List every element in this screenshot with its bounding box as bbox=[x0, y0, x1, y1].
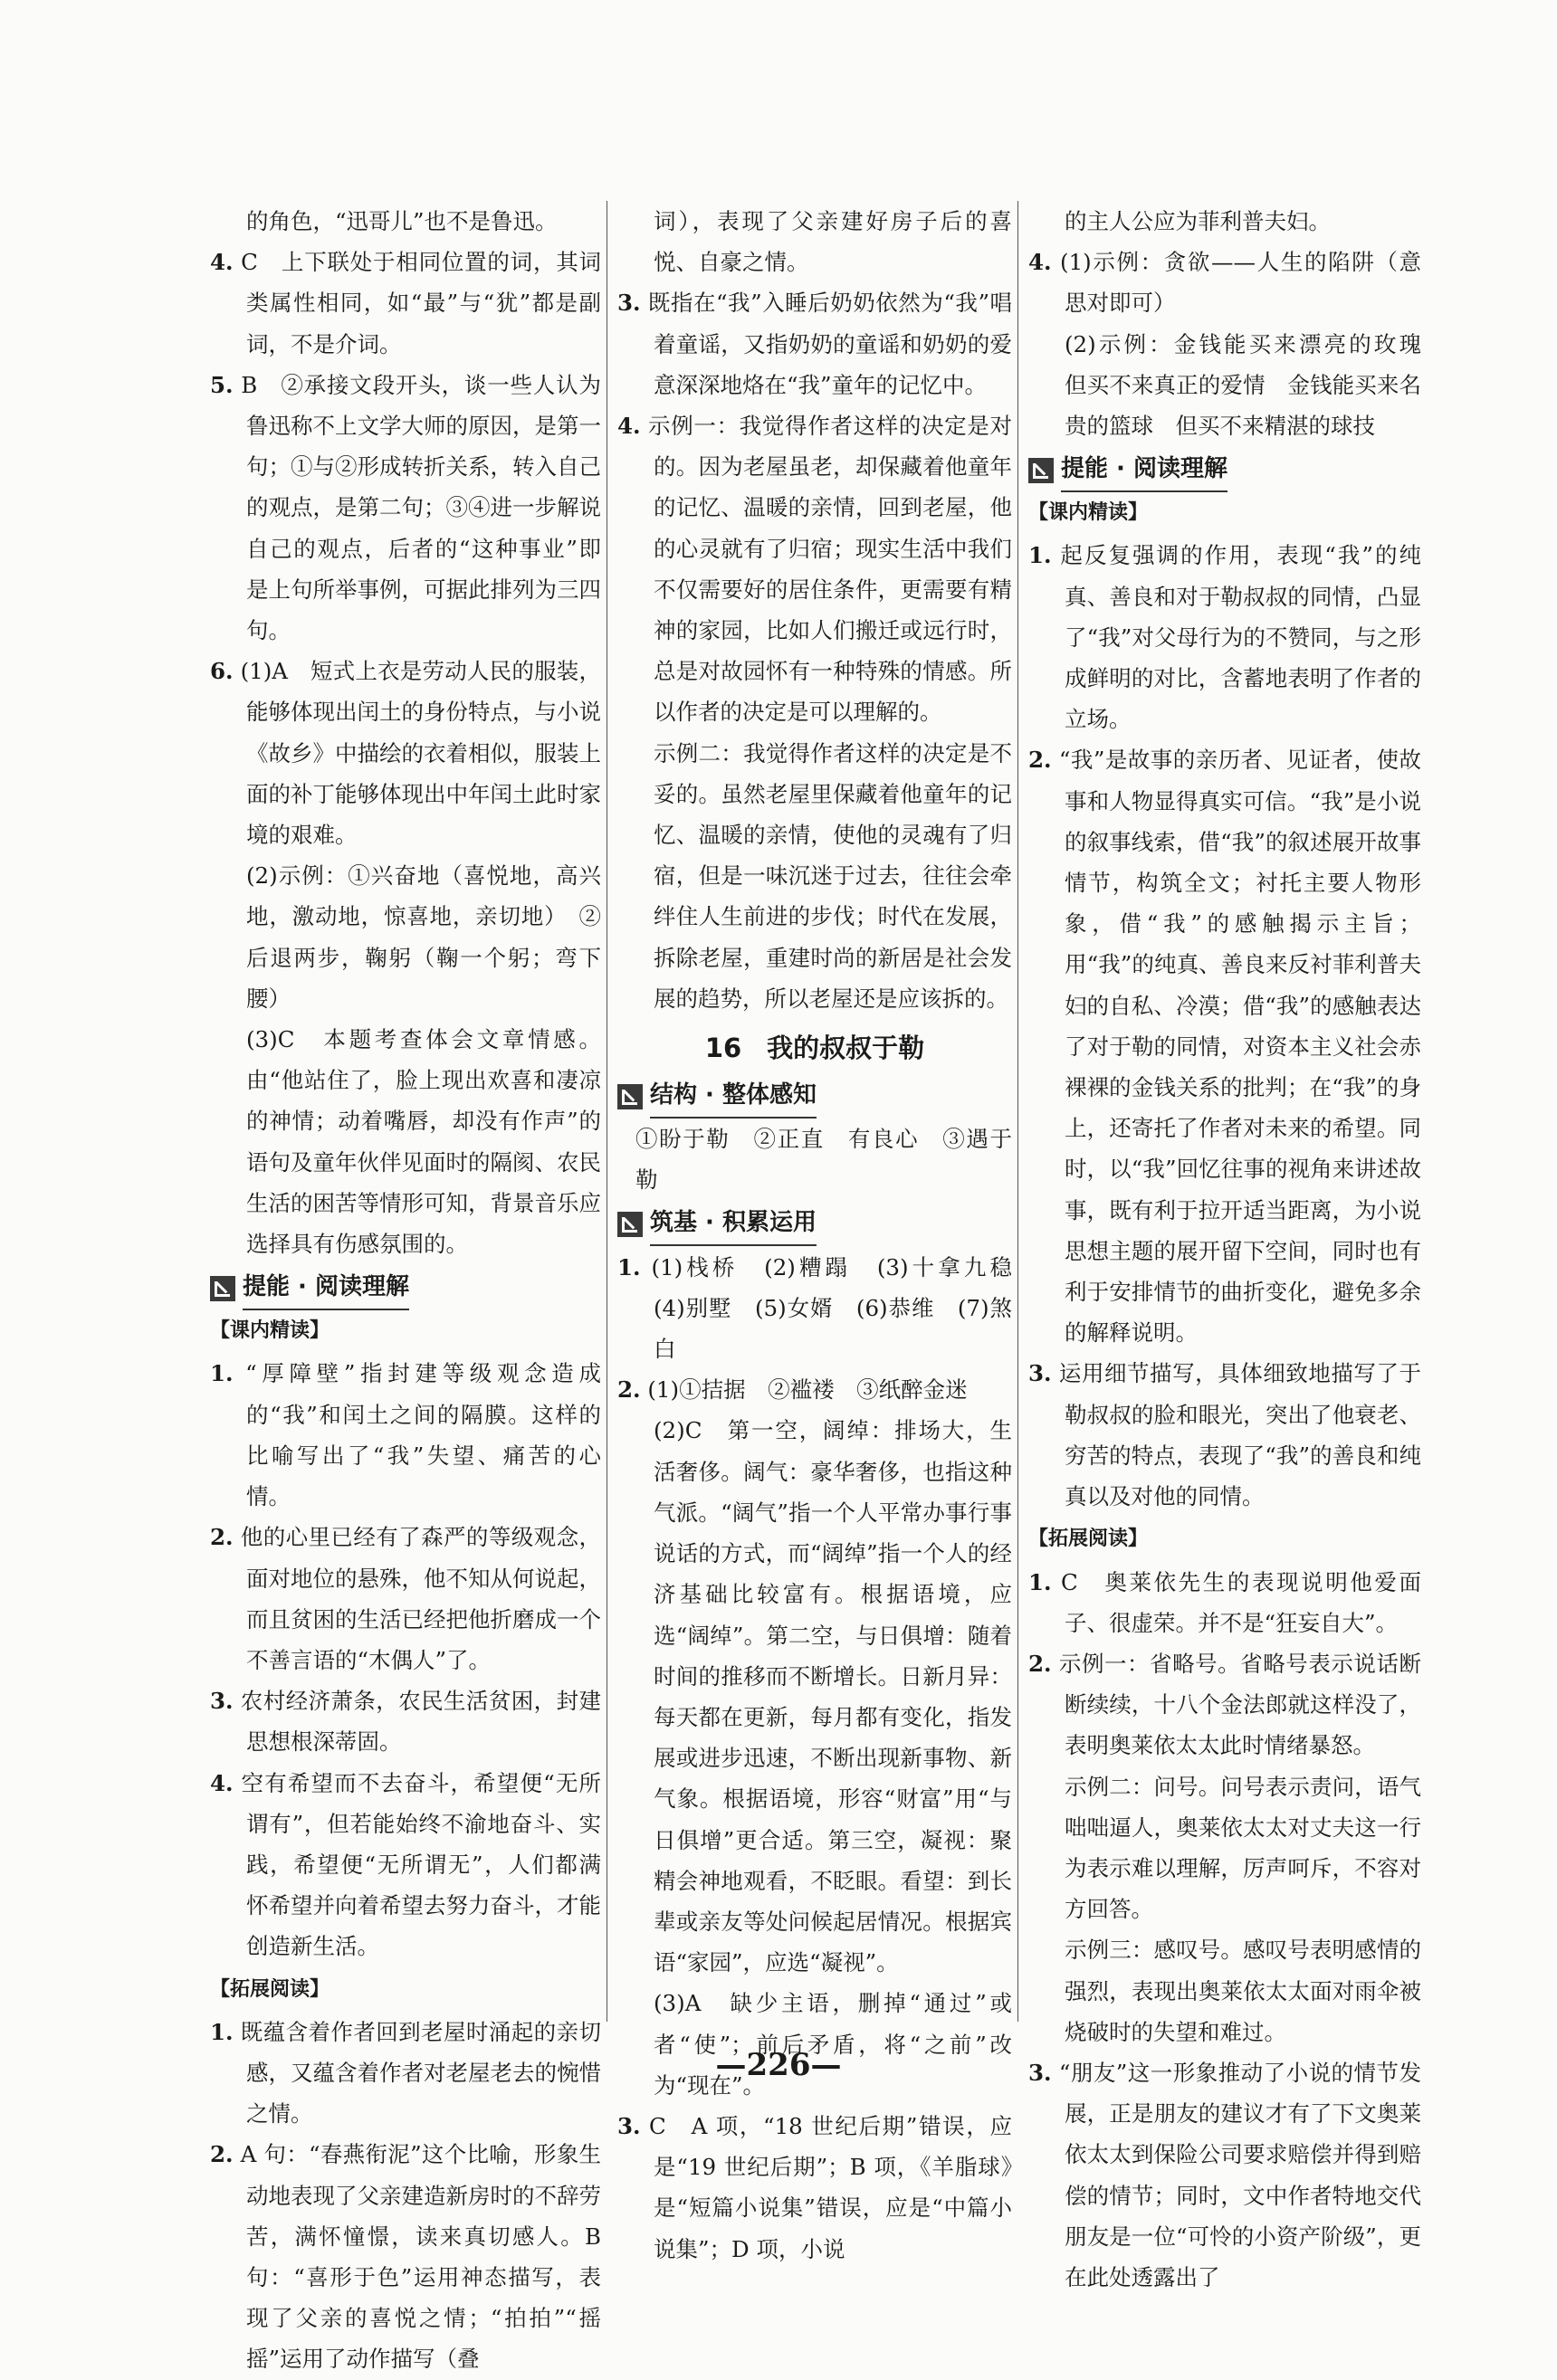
section-heading bbox=[210, 1268, 601, 1309]
answer-text: “朋友”这一形象推动了小说的情节发展，正是朋友的建议才有了下文奥莱依太太到保险公司要求赔偿并得到赔偿的情节；同时，文中作者特地交代朋友是一位“可怜的小资产阶级”，更在此处透露出了 bbox=[1058, 2059, 1421, 2290]
answer-text: 农村经济萧条，农民生活贫困，封建思想根深蒂固。 bbox=[240, 1688, 601, 1756]
answer-item bbox=[210, 1517, 601, 1680]
answer-text: (1)示例：贪欲——人生的陷阱（意思对即可） bbox=[1060, 249, 1422, 317]
answer-item bbox=[1028, 1562, 1421, 1643]
answer-text: (2)示例：金钱能买来漂亮的玫瑰 但买不来真正的爱情 金钱能买来名贵的篮球 但买不来精湛的球技 bbox=[1065, 330, 1444, 440]
answer-item bbox=[210, 1680, 601, 1762]
answer-text: 他的心里已经有了森严的等级观念，面对地位的悬殊，他不知从何说起，而且贫困的生活已经把他折磨成一个不善言语的“木偶人”了。 bbox=[240, 1524, 601, 1673]
answer-item bbox=[1028, 739, 1421, 1353]
item-number: 4. bbox=[210, 1769, 234, 1796]
answer-item bbox=[1028, 535, 1421, 739]
answer-item bbox=[617, 1369, 1012, 1410]
answer-text: 词），表现了父亲建好房子后的喜悦、自豪之情。 bbox=[654, 208, 1012, 276]
column-divider-2 bbox=[1017, 201, 1018, 2022]
item-number: 1. bbox=[617, 1253, 641, 1280]
answer-item bbox=[1028, 1353, 1421, 1517]
answer-item bbox=[617, 282, 1012, 405]
answer-text: (3)A 缺少主语，删掉“通过”或者“使”；前后矛盾，将“之前”改为“现在”。 bbox=[654, 1990, 1012, 2099]
answer-text: 的角色，“迅哥儿”也不是鲁迅。 bbox=[246, 208, 558, 234]
answer-text: 空有希望而不去奋斗，希望便“无所谓有”，但若能始终不渝地奋斗、实践，希望便“无所谓无”，人们都满怀希望并向着希望去努力奋斗，才能创造新生活。 bbox=[241, 1769, 601, 1960]
section-title: 提能 · 阅读理解 bbox=[243, 1267, 409, 1310]
answer-item bbox=[210, 365, 601, 651]
arrow-icon bbox=[617, 1084, 643, 1109]
item-number: 3. bbox=[210, 1688, 234, 1715]
answer-item bbox=[617, 2106, 1012, 2270]
column-2 bbox=[617, 201, 1035, 2270]
answer-text: 的主人公应为菲利普夫妇。 bbox=[1065, 208, 1331, 234]
answer-item bbox=[210, 1353, 601, 1517]
page-number: —226— bbox=[715, 2047, 842, 2083]
section-heading bbox=[617, 1076, 1012, 1117]
item-number: 1. bbox=[210, 2018, 234, 2045]
answer-text: 示例二：我觉得作者这样的决定是不妥的。虽然老屋里保藏着他童年的记忆、温暖的亲情，使他的灵魂有了归宿，但是一味沉迷于过去，往往会牵绊住人生前进的步伐；时代在发展，拆除老屋，重建时尚的新居是社会发展的趋势，所以老屋还是应该拆的。 bbox=[654, 739, 1012, 1012]
chapter-heading bbox=[617, 1028, 1012, 1069]
section-title: 筑基 · 积累运用 bbox=[650, 1203, 817, 1246]
answer-text: (2)C 第一空，阔绰：排场大，生活奢侈。阔气：豪华奢侈，也指这种气派。“阔气”指一个人平常办事行事说话的方式，而“阔绰”指一个人的经济基础比较富有。根据语境，应选“阔绰”。第二空，与日俱增：随着时间的推移而不断增长。日新月异：每天都在更新，每月都有变化，指发展或进步迅速，不断出现新事物、新气象。根据语境，形容“财富”用“与日俱增”更合适。第三空，凝视：聚精会神地观看，不眨眼。看望：到长辈或亲友等处问候起居情况。根据宾语“家园”，应选“凝视”。 bbox=[654, 1417, 1012, 1976]
item-number: 2. bbox=[1028, 747, 1052, 774]
answer-text: (1)①拮据 ②褴褛 ③纸醉金迷 bbox=[647, 1376, 968, 1404]
item-number: 2. bbox=[617, 1376, 641, 1404]
answer-text: 示例一：省略号。省略号表示说话断断续续，十八个金法郎就这样没了，表明奥莱依太太此时情绪暴怒。 bbox=[1058, 1650, 1421, 1759]
answer-item bbox=[210, 651, 601, 855]
section-title: 提能 · 阅读理解 bbox=[1061, 449, 1227, 492]
chapter-title: 我的叔叔于勒 bbox=[767, 1033, 925, 1064]
subsection-label: 【拓展阅读】 bbox=[210, 1977, 330, 2001]
answer-text: 示例二：问号。问号表示责问，语气咄咄逼人，奥莱依太太对丈夫这一行为表示难以理解，厉声呵斥，不容对方回答。 bbox=[1065, 1773, 1421, 1923]
item-number: 5. bbox=[210, 371, 234, 398]
answer-text: “我”是故事的亲历者、见证者，使故事和人物显得真实可信。“我”是小说的叙事线索，借“我”的叙述展开故事情节，构筑全文；衬托主要人物形象，借“我”的感触揭示主旨；用“我”的纯真、善良来反衬菲利普夫妇的自私、冷漠；借“我”的感触表达了对于勒的同情，对资本主义社会赤裸裸的金钱关系的批判；在“我”的身上，还寄托了作者对未来的希望。同时，以“我”回忆往事的视角来讲述故事，既有利于拉开适当距离，为小说思想主题的展开留下空间，同时也有利于安排情节的曲折变化，避免多余的解释说明。 bbox=[1058, 747, 1421, 1347]
arrow-icon bbox=[617, 1212, 643, 1237]
section-heading bbox=[617, 1204, 1012, 1245]
answer-text: 运用细节描写，具体细致地描写了于勒叔叔的脸和眼光，突出了他衰老、穷苦的特点，表现了“我”的善良和纯真以及对他的同情。 bbox=[1058, 1360, 1421, 1510]
item-number: 1. bbox=[1028, 1568, 1052, 1595]
answer-item bbox=[210, 242, 601, 365]
answer-text: C 奥莱依先生的表现说明他爱面子、很虚荣。并不是“狂妄自大”。 bbox=[1060, 1568, 1421, 1636]
answer-text: (1)栈桥 (2)糟蹋 (3)十拿九稳 (4)别墅 (5)女婿 (6)恭维 (7)煞白 bbox=[651, 1253, 1035, 1363]
item-number: 1. bbox=[210, 1360, 234, 1387]
answer-text: C 上下联处于相同位置的词，其词类属性相同，如“最”与“犹”都是副词，不是介词。 bbox=[241, 249, 601, 357]
section-title: 结构 · 整体感知 bbox=[650, 1075, 817, 1119]
answer-item bbox=[1028, 242, 1421, 323]
item-number: 3. bbox=[617, 290, 641, 317]
answer-text: B ②承接文段开头，谈一些人认为鲁迅称不上文学大师的原因，是第一句；①与②形成转折关系，转入自己的观点，是第二句；③④进一步解说自己的观点，后者的“这种事业”即是上句所举事例，可据此排列为三四句。 bbox=[241, 371, 601, 644]
item-number: 2. bbox=[210, 2141, 234, 2168]
answer-item bbox=[210, 1763, 601, 1967]
answer-text: C A 项，“18 世纪后期”错误，应是“19 世纪后期”；B 项，《羊脂球》是“短篇小说集”错误，应是“中篇小说集”；D 项，小说 bbox=[649, 2112, 1012, 2262]
chapter-number: 16 bbox=[704, 1033, 742, 1064]
subsection-label: 【课内精读】 bbox=[1028, 501, 1149, 525]
item-number: 3. bbox=[1028, 2059, 1052, 2086]
answer-text: 既指在“我”入睡后奶奶依然为“我”唱着童谣，又指奶奶的童谣和奶奶的爱意深深地烙在“我”童年的记忆中。 bbox=[647, 290, 1012, 398]
answer-text: ①盼于勒 ②正直 有良心 ③遇于勒 bbox=[635, 1126, 1012, 1194]
item-number: 2. bbox=[1028, 1650, 1052, 1677]
answer-text: 示例三：感叹号。感叹号表明感情的强烈，表现出奥莱依太太面对雨伞被烧破时的失望和难过。 bbox=[1065, 1937, 1421, 2045]
item-number: 6. bbox=[210, 658, 234, 685]
answer-text: 示例一：我觉得作者这样的决定是对的。因为老屋虽老，却保藏着他童年的记忆、温暖的亲情，回到老屋，他的心灵就有了归宿；现实生活中我们不仅需要好的居住条件，更需要有精神的家园，比如人们搬迁或远行时，总是对故园怀有一种特殊的情感。所以作者的决定是可以理解的。 bbox=[648, 413, 1012, 726]
answer-text: (3)C 本题考查体会文章情感。由“他站住了，脸上现出欢喜和凄凉的神情；动着嘴唇，却没有作声”的语句及童年伙伴见面时的隔阂、农民生活的困苦等情形可知，背景音乐应选择具有伤感氛围的。 bbox=[246, 1026, 601, 1258]
item-number: 1. bbox=[1028, 542, 1052, 569]
answer-item bbox=[1028, 2052, 1421, 2298]
subsection-label: 【课内精读】 bbox=[210, 1319, 330, 1343]
item-number: 3. bbox=[617, 2112, 641, 2139]
arrow-icon bbox=[1028, 458, 1054, 483]
subsection-label: 【拓展阅读】 bbox=[1028, 1528, 1149, 1551]
answer-text: (2)示例：①兴奋地（喜悦地，高兴地，激动地，惊喜地，亲切地） ②后退两步，鞠躬（鞠一个躬；弯下腰） bbox=[246, 862, 601, 1012]
answer-item bbox=[617, 1247, 1035, 1370]
item-number: 4. bbox=[617, 413, 641, 440]
arrow-icon bbox=[210, 1276, 235, 1301]
answer-item bbox=[1028, 1643, 1421, 1766]
answer-text: A 句：“春燕衔泥”这个比喻，形象生动地表现了父亲建造新房时的不辞劳苦，满怀憧憬，读来真切感人。B 句：“喜形于色”运用神态描写，表现了父亲的喜悦之情；“拍拍”“摇摇”运用了动作描写（叠 bbox=[240, 2141, 601, 2373]
answer-item bbox=[617, 405, 1012, 733]
item-number: 4. bbox=[210, 249, 234, 276]
answer-text: (1)A 短式上衣是劳动人民的服装，能够体现出闰土的身份特点，与小说《故乡》中描绘的衣着相似，服装上面的补丁能够体现出中年闰土此时家境的艰难。 bbox=[240, 658, 601, 849]
item-number: 2. bbox=[210, 1524, 234, 1551]
answer-text: “厚障壁”指封建等级观念造成的“我”和闰土之间的隔膜。这样的比喻写出了“我”失望、痛苦的心情。 bbox=[245, 1360, 601, 1510]
answer-text: 起反复强调的作用，表现“我”的纯真、善良和对于勒叔叔的同情，凸显了“我”对父母行为的不赞同，与之形成鲜明的对比，含蓄地表明了作者的立场。 bbox=[1060, 542, 1421, 733]
item-number: 4. bbox=[1028, 249, 1052, 276]
answer-item bbox=[210, 2134, 601, 2379]
section-heading bbox=[1028, 450, 1421, 490]
item-number: 3. bbox=[1028, 1360, 1052, 1387]
answer-text: 既蕴含着作者回到老屋时涌起的亲切感，又蕴含着作者对老屋老去的惋惜之情。 bbox=[240, 2018, 601, 2128]
column-3 bbox=[1028, 201, 1444, 2298]
